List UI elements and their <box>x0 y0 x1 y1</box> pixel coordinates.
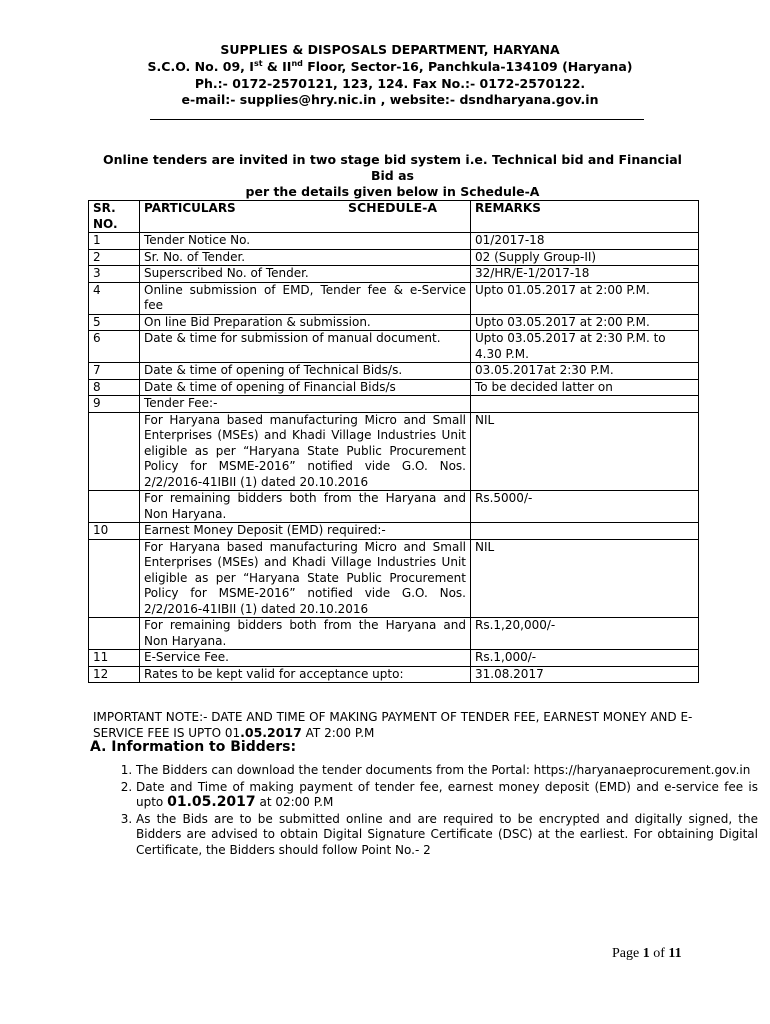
cell-remarks: 03.05.2017at 2:30 P.M. <box>471 363 699 380</box>
cell-particulars: For Haryana based manufacturing Micro and Small Enterprises (MSEs) and Khadi Village Industries Unit eligible as per “Haryana State Public Procurement Policy for MSME-2016” notified vide G.O. Nos. 2/2/2016-41IBII (1) dated 20.10.2016 <box>140 539 471 618</box>
table-row <box>89 233 699 250</box>
table-row <box>89 523 699 540</box>
cell-remarks: Upto 03.05.2017 at 2:30 P.M. to 4.30 P.M. <box>471 331 699 363</box>
table-row <box>89 666 699 683</box>
cell-sr-no: 4 <box>89 282 140 314</box>
table-row <box>89 539 699 618</box>
table-row <box>89 650 699 667</box>
cell-remarks: 01/2017-18 <box>471 233 699 250</box>
cell-particulars: For Haryana based manufacturing Micro and Small Enterprises (MSEs) and Khadi Village Industries Unit eligible as per “Haryana State Public Procurement Policy for MSME-2016” notified vide G.O. Nos. 2/2/2016-41IBII (1) dated 20.10.2016 <box>140 412 471 491</box>
cell-particulars: Rates to be kept valid for acceptance upto: <box>140 666 471 683</box>
cell-sr-no: 5 <box>89 314 140 331</box>
table-row <box>89 396 699 413</box>
cell-particulars: Date & time of opening of Financial Bids/s <box>140 379 471 396</box>
information-list <box>90 763 758 859</box>
list-item: 3. As the Bids are to be submitted online and are required to be encrypted and digitally signed, the Bidders are advised to obtain Digital Signature Certificate (DSC) at the earliest. For obtaining Digital Certificate, the Bidders should follow Point No.- 2 <box>136 812 758 859</box>
cell-particulars: Tender Fee:- <box>140 396 471 413</box>
page-number: Page 1 of 11 <box>612 946 682 961</box>
cell-sr-no <box>89 539 140 618</box>
cell-remarks: 32/HR/E-1/2017-18 <box>471 266 699 283</box>
table-body <box>89 233 699 683</box>
cell-sr-no: 2 <box>89 249 140 266</box>
cell-particulars: Date & time of opening of Technical Bids/s. <box>140 363 471 380</box>
table-row <box>89 314 699 331</box>
cell-remarks: Rs.5000/- <box>471 491 699 523</box>
cell-sr-no: 11 <box>89 650 140 667</box>
cell-particulars: Superscribed No. of Tender. <box>140 266 471 283</box>
cell-particulars: Tender Notice No. <box>140 233 471 250</box>
col-header-particulars: PARTICULARS <box>140 201 471 233</box>
cell-sr-no <box>89 618 140 650</box>
cell-particulars: Sr. No. of Tender. <box>140 249 471 266</box>
cell-sr-no: 8 <box>89 379 140 396</box>
cell-sr-no: 3 <box>89 266 140 283</box>
table-row <box>89 331 699 363</box>
cell-particulars: E-Service Fee. <box>140 650 471 667</box>
cell-sr-no <box>89 491 140 523</box>
cell-sr-no: 12 <box>89 666 140 683</box>
tender-intro: Online tenders are invited in two stage bid system i.e. Technical bid and Financial Bid as per the details given below in Schedule-A SCHEDULE-A <box>103 152 682 215</box>
cell-remarks: To be decided latter on <box>471 379 699 396</box>
cell-particulars: For remaining bidders both from the Haryana and Non Haryana. <box>140 491 471 523</box>
cell-particulars: For remaining bidders both from the Haryana and Non Haryana. <box>140 618 471 650</box>
cell-particulars: Online submission of EMD, Tender fee & e-Service fee <box>140 282 471 314</box>
cell-remarks: 02 (Supply Group-II) <box>471 249 699 266</box>
department-address: S.C.O. No. 09, Ist & IInd Floor, Sector-16, Panchkula-134109 (Haryana) <box>147 58 633 74</box>
table-row <box>89 379 699 396</box>
department-phone: Ph.:- 0172-2570121, 123, 124. Fax No.:- 0172-2570122. <box>194 76 586 91</box>
list-item: 2. Date and Time of making payment of tender fee, earnest money deposit (EMD) and e-service fee is upto 01.05.2017 at 02:00 P.M <box>136 780 758 811</box>
col-header-sr-no: SR. NO. <box>89 201 140 233</box>
col-header-remarks: REMARKS <box>471 201 699 233</box>
cell-remarks: NIL <box>471 539 699 618</box>
cell-remarks <box>471 523 699 540</box>
cell-sr-no: 9 <box>89 396 140 413</box>
cell-sr-no: 6 <box>89 331 140 363</box>
table-row <box>89 412 699 491</box>
schedule-a-table <box>88 200 699 683</box>
section-a-title: A. Information to Bidders: <box>90 739 297 755</box>
table-row <box>89 282 699 314</box>
table-row <box>89 618 699 650</box>
table-row <box>89 491 699 523</box>
cell-particulars: Date & time for submission of manual document. <box>140 331 471 363</box>
cell-remarks <box>471 396 699 413</box>
cell-remarks: Rs.1,20,000/- <box>471 618 699 650</box>
cell-sr-no: 10 <box>89 523 140 540</box>
department-name: SUPPLIES & DISPOSALS DEPARTMENT, HARYANA <box>220 42 560 57</box>
table-row <box>89 363 699 380</box>
department-contact: e-mail:- supplies@hry.nic.in , website:- dsndharyana.gov.in <box>181 92 599 107</box>
important-note: IMPORTANT NOTE:- DATE AND TIME OF MAKING PAYMENT OF TENDER FEE, EARNEST MONEY AND E-SERVICE FEE IS UPTO 01.05.2017 AT 2:00 P.M <box>93 710 693 740</box>
list-item: 1. The Bidders can download the tender documents from the Portal: https://haryanaeprocurement.gov.in <box>136 763 758 779</box>
cell-sr-no: 7 <box>89 363 140 380</box>
header-divider <box>150 119 644 120</box>
cell-remarks: Upto 03.05.2017 at 2:00 P.M. <box>471 314 699 331</box>
cell-remarks: Upto 01.05.2017 at 2:00 P.M. <box>471 282 699 314</box>
table-header-row <box>89 201 699 233</box>
cell-particulars: On line Bid Preparation & submission. <box>140 314 471 331</box>
cell-remarks: 31.08.2017 <box>471 666 699 683</box>
cell-sr-no: 1 <box>89 233 140 250</box>
cell-remarks: Rs.1,000/- <box>471 650 699 667</box>
table-row <box>89 266 699 283</box>
cell-sr-no <box>89 412 140 491</box>
cell-remarks: NIL <box>471 412 699 491</box>
cell-particulars: Earnest Money Deposit (EMD) required:- <box>140 523 471 540</box>
table-row <box>89 249 699 266</box>
